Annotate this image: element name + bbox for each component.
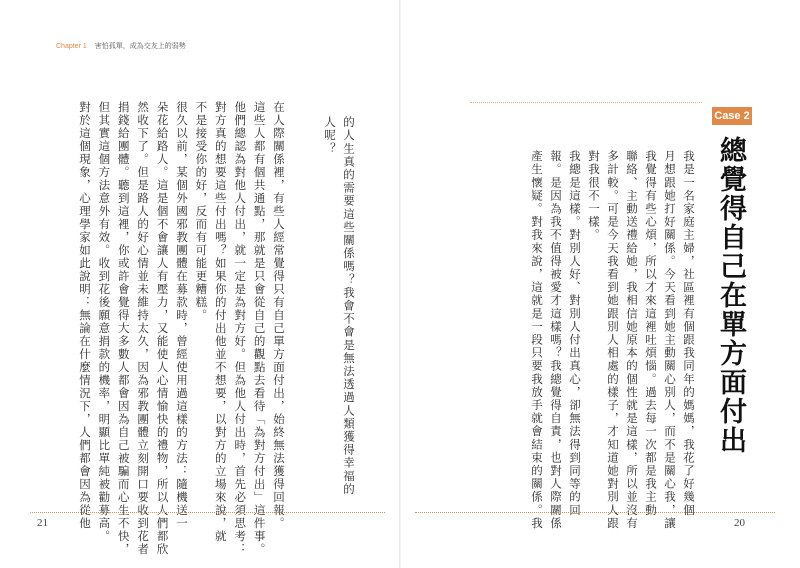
reader-letter [478, 150, 698, 530]
body-line: 這些人都有個共通點，那就是只會從自己的觀點去看待「為對方付出」這件事。 [252, 101, 267, 556]
page-number-right: 20 [734, 517, 745, 529]
letter-line: 報。是因為我不值得被愛才這樣嗎？我總覺得自責，也對人際關係 [549, 150, 563, 530]
letter-line: 的人生真的需要這些關係嗎？我會不會是無法透過人類獲得幸福的 [342, 116, 356, 496]
letter-line: 我總是這樣。對別人好、對別人付出真心，卻無法得到同等的回 [568, 150, 582, 517]
letter-line: 聯絡、主動送禮給她，我相信她原本的個性就是這樣，所以並沒有 [625, 150, 639, 530]
page-number-left: 21 [37, 517, 48, 529]
body-line: 他們總認為對他人付出，就一定是為對方好。但為他人付出時，首先必須思考： [233, 101, 248, 556]
body-line: 但其實這個方法意外有效。收到花後願意捐款的機率，明顯比單純被勸募高。 [97, 101, 112, 543]
case-title: 總覺得自己在單方面付出 [715, 136, 746, 455]
letter-line: 月想跟她打好關係。今天看到她主動關心別人，而不是關心我，讓 [663, 150, 677, 530]
book-spine [399, 0, 401, 568]
body-line: 捐錢給團體。聽到這裡，你或許會覺得大多數人都會因為自己被騙而心生不快， [116, 101, 131, 556]
letter-line: 產生懷疑。對我來說，這就是一段只要我放手就會結束的關係。我 [530, 150, 544, 530]
footer-rule-left [30, 512, 385, 513]
running-header [56, 41, 186, 51]
letter-line: 對我很不一樣。 [587, 150, 601, 242]
chapter-label: Chapter 1 [56, 43, 87, 50]
footer-rule-right [415, 512, 775, 513]
body-line: 然收下了。但是路人的好心情並未維持太久，因為邪教團體立刻開口要收到花者 [136, 101, 151, 556]
chapter-title: 害怕孤單，成為交友上的弱勢 [94, 43, 186, 50]
body-line: 不是接受你的好，反而有可能更糟糕。 [194, 101, 209, 322]
body-line: 朵花給路人。這是個不會讓人有壓力，又能使人心情愉快的禮物，所以人們都欣 [155, 101, 170, 556]
body-line: 對於這個現象，心理學家如此說明：無論在什麼情況下，人們都會因為從他 [77, 101, 92, 530]
letter-line: 我是一名家庭主婦，社區裡有個跟我同年的媽媽，我花了好幾個 [682, 150, 696, 517]
body-line: 很久以前，某個外國邪教團體在募款時，曾經使用過這樣的方法：隨機送一 [174, 101, 189, 530]
letter-line: 多計較。可是今天我看到她跟別人相處的樣子，才知道她對別人跟 [606, 150, 620, 530]
body-line: 在人際關係裡，有些人經常覺得只有自己單方面付出，始終無法獲得回報。 [272, 101, 286, 530]
body-text [56, 101, 288, 556]
letter-continuation [312, 116, 358, 496]
case-badge: Case 2 [712, 107, 752, 125]
letter-line: 人呢？ [323, 116, 337, 156]
letter-line: 我覺得有些心煩，所以才來這裡吐煩惱。過去每一次都是我主動 [644, 150, 658, 517]
body-line: 對方真的想要這些付出嗎？如果你的付出他並不想要，以對方的立場來說，就 [213, 101, 228, 543]
letter-top-rule [470, 102, 702, 103]
